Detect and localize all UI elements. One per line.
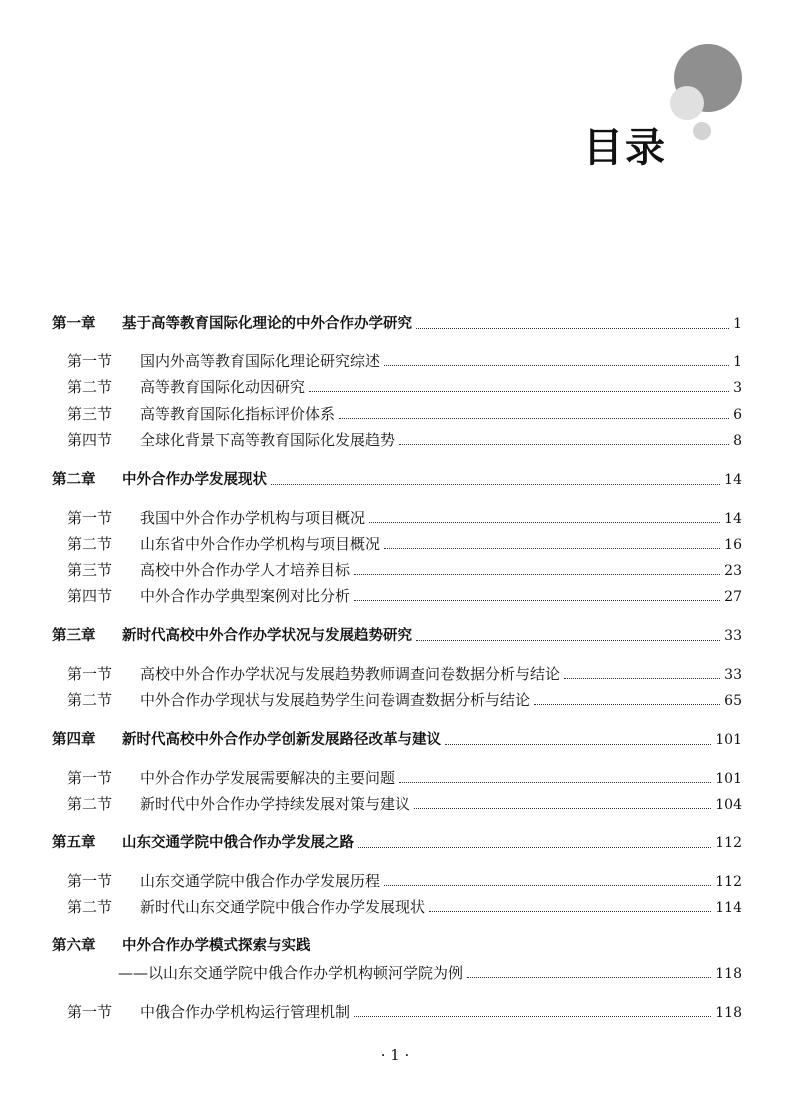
toc-entry-title: 山东交通学院中俄合作办学发展之路	[122, 835, 354, 851]
toc-entry-label: 第四章	[52, 732, 96, 748]
toc-chapter-entry	[52, 729, 742, 751]
toc-entry-page: 1	[733, 354, 742, 370]
toc-section-entry	[67, 403, 742, 425]
toc-entry-page: 33	[724, 628, 742, 644]
toc-entry-label: 第一节	[67, 665, 113, 683]
toc-entry-page: 101	[715, 732, 742, 748]
toc-entry-title: 中外合作办学发展现状	[122, 472, 267, 488]
toc-entry-title: 全球化背景下高等教育国际化发展趋势	[140, 431, 396, 449]
toc-leader-dots	[309, 391, 729, 392]
toc-entry-page: 3	[733, 380, 742, 396]
toc-entry-label: 第二节	[67, 795, 113, 813]
toc-leader-dots	[354, 600, 720, 601]
toc-sub-entry	[118, 962, 742, 984]
toc-leader-dots	[399, 782, 711, 783]
toc-leader-dots	[384, 885, 711, 886]
toc-entry-title: 新时代山东交通学院中俄合作办学发展现状	[140, 898, 426, 916]
toc-entry-label: 第二节	[67, 691, 113, 709]
toc-leader-dots	[564, 678, 720, 679]
toc-leader-dots	[467, 977, 711, 978]
toc-entry-title: 中外合作办学典型案例对比分析	[140, 587, 351, 605]
toc-entry-title: 中外合作办学现状与发展趋势学生问卷调查数据分析与结论	[140, 691, 531, 709]
toc-entry-label: 第一节	[67, 1003, 113, 1021]
toc-entry-page: 33	[724, 667, 742, 683]
toc-entry-page: 27	[724, 589, 742, 605]
toc-leader-dots	[416, 328, 729, 329]
toc-leader-dots	[416, 640, 720, 641]
toc-entry-label: 第一章	[52, 316, 96, 332]
toc-entry-label: 第二节	[67, 535, 113, 553]
toc-entry-label: 第一节	[67, 872, 113, 890]
toc-entry-page: 101	[715, 771, 742, 787]
toc-entry-label: 第四节	[67, 431, 113, 449]
toc-section-entry	[67, 896, 742, 918]
toc-entry-title: ——以山东交通学院中俄合作办学机构顿河学院为例	[118, 964, 464, 982]
toc-entry-label: 第一节	[67, 769, 113, 787]
toc-entry-title: 高校中外合作办学状况与发展趋势教师调查问卷数据分析与结论	[140, 665, 561, 683]
toc-chapter-entry	[52, 313, 742, 335]
toc-entry-title: 中外合作办学发展需要解决的主要问题	[140, 769, 396, 787]
toc-section-entry	[67, 533, 742, 555]
page-number: · 1 ·	[380, 1046, 410, 1064]
toc-entry-title: 新时代高校中外合作办学状况与发展趋势研究	[122, 628, 412, 644]
page-title: 目录	[583, 125, 667, 171]
toc-entry-page: 6	[733, 407, 742, 423]
toc-entry-title: 中外合作办学模式探索与实践	[122, 938, 311, 954]
toc-leader-dots	[354, 1016, 711, 1017]
toc-leader-dots	[384, 548, 720, 549]
toc-entry-label: 第五章	[52, 835, 96, 851]
toc-entry-label: 第四节	[67, 587, 113, 605]
toc-entry-title: 国内外高等教育国际化理论研究综述	[140, 352, 381, 370]
toc-entry-label: 第一节	[67, 352, 113, 370]
toc-leader-dots	[445, 744, 711, 745]
toc-entry-label: 第六章	[52, 938, 96, 954]
toc-entry-title: 基于高等教育国际化理论的中外合作办学研究	[122, 316, 412, 332]
toc-leader-dots	[358, 847, 711, 848]
toc-entry-label: 第三节	[67, 561, 113, 579]
toc-section-entry	[67, 507, 742, 529]
toc-entry-title: 高校中外合作办学人才培养目标	[140, 561, 351, 579]
toc-section-entry	[67, 376, 742, 398]
toc-entry-title: 高等教育国际化动因研究	[140, 378, 306, 396]
toc-entry-page: 8	[733, 433, 742, 449]
toc-entry-title: 山东交通学院中俄合作办学发展历程	[140, 872, 381, 890]
toc-leader-dots	[414, 808, 711, 809]
toc-entry-page: 118	[715, 1005, 742, 1021]
toc-chapter-entry	[52, 935, 742, 957]
toc-entry-page: 114	[715, 900, 742, 916]
toc-entry-title: 山东省中外合作办学机构与项目概况	[140, 535, 381, 553]
toc-section-entry	[67, 689, 742, 711]
toc-section-entry	[67, 793, 742, 815]
toc-entry-page: 14	[724, 472, 742, 488]
toc-entry-label: 第二节	[67, 378, 113, 396]
toc-chapter-entry	[52, 625, 742, 647]
toc-leader-dots	[369, 522, 720, 523]
toc-entry-title: 中俄合作办学机构运行管理机制	[140, 1003, 351, 1021]
toc-entry-page: 16	[724, 537, 742, 553]
toc-section-entry	[67, 767, 742, 789]
toc-entry-title: 高等教育国际化指标评价体系	[140, 405, 336, 423]
toc-entry-label: 第三章	[52, 628, 96, 644]
toc-section-entry	[67, 350, 742, 372]
toc-leader-dots	[399, 444, 729, 445]
toc-entry-page: 14	[724, 511, 742, 527]
toc-leader-dots	[534, 704, 720, 705]
toc-entry-page: 23	[724, 563, 742, 579]
toc-entry-title: 我国中外合作办学机构与项目概况	[140, 509, 366, 527]
toc-leader-dots	[354, 574, 720, 575]
toc-entry-title: 新时代中外合作办学持续发展对策与建议	[140, 795, 411, 813]
toc-entry-page: 112	[715, 874, 742, 890]
toc-entry-page: 112	[715, 835, 742, 851]
toc-leader-dots	[271, 484, 720, 485]
toc-section-entry	[67, 663, 742, 685]
toc-section-entry	[67, 870, 742, 892]
toc-leader-dots	[429, 911, 711, 912]
toc-entry-page: 118	[715, 966, 742, 982]
toc-entry-label: 第一节	[67, 509, 113, 527]
toc-chapter-entry	[52, 832, 742, 854]
toc-leader-dots	[339, 418, 729, 419]
toc-section-entry	[67, 1001, 742, 1023]
toc-section-entry	[67, 559, 742, 581]
toc-entry-page: 1	[733, 316, 742, 332]
toc-entry-label: 第二章	[52, 472, 96, 488]
toc-entry-page: 65	[724, 693, 742, 709]
toc-entry-label: 第二节	[67, 898, 113, 916]
toc-entry-page: 104	[715, 797, 742, 813]
toc-leader-dots	[384, 365, 729, 366]
toc-section-entry	[67, 585, 742, 607]
toc-section-entry	[67, 429, 742, 451]
toc-chapter-entry	[52, 469, 742, 491]
toc-entry-title: 新时代高校中外合作办学创新发展路径改革与建议	[122, 732, 441, 748]
toc-entry-label: 第三节	[67, 405, 113, 423]
